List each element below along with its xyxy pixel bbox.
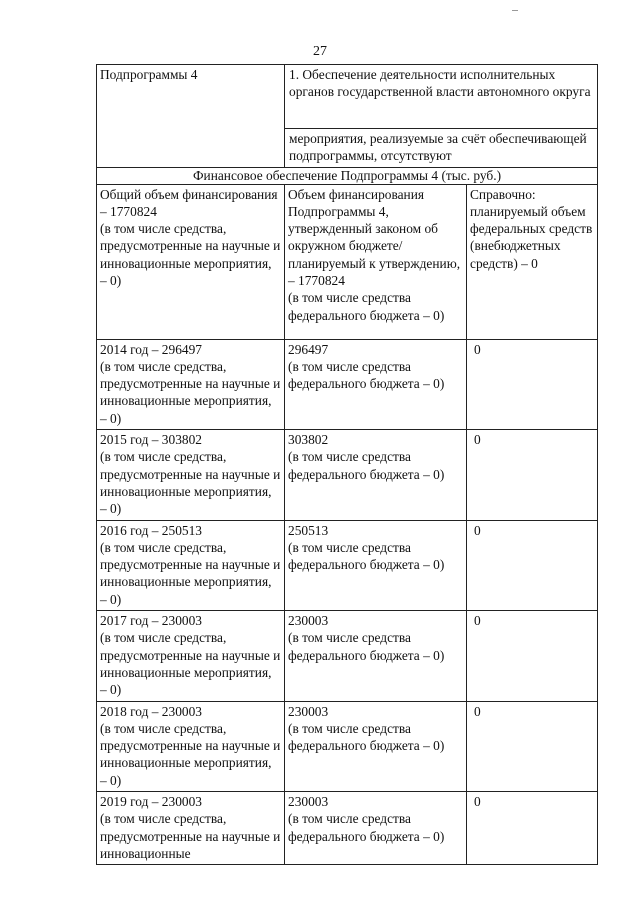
year-total-cell: 2019 год – 230003 (в том числе средства, предусмотренные на научные и инновационные <box>97 792 285 865</box>
year-total-cell: 2015 год – 303802 (в том числе средства, предусмотренные на научные и инновационные мероприятия, – 0) <box>97 430 285 520</box>
year-budget-cell: 250513 (в том числе средства федерального бюджета – 0) <box>285 520 467 610</box>
financing-heading-row <box>97 167 598 184</box>
financing-heading: Финансовое обеспечение Подпрограммы 4 (тыс. руб.) <box>97 167 598 184</box>
financing-header-row <box>97 184 598 339</box>
year-total-cell: 2018 год – 230003 (в том числе средства, предусмотренные на научные и инновационные мероприятия, – 0) <box>97 701 285 791</box>
subprogram-title-row <box>97 65 598 129</box>
year-budget-cell: 230003 (в том числе средства федерального бюджета – 0) <box>285 611 467 701</box>
table-row <box>97 430 598 520</box>
financing-table <box>96 64 598 865</box>
year-budget-cell: 303802 (в том числе средства федерального бюджета – 0) <box>285 430 467 520</box>
table-row <box>97 792 598 865</box>
table-row <box>97 611 598 701</box>
year-reference-cell: 0 <box>467 520 598 610</box>
subprogram-note: мероприятия, реализуемые за счёт обеспечивающей подпрограммы, отсутствуют <box>285 129 598 168</box>
year-total-cell: 2017 год – 230003 (в том числе средства, предусмотренные на научные и инновационные мероприятия, – 0) <box>97 611 285 701</box>
subprogram-label: Подпрограммы 4 <box>97 65 285 168</box>
year-total-cell: 2014 год – 296497 (в том числе средства, предусмотренные на научные и инновационные мероприятия, – 0) <box>97 339 285 429</box>
year-reference-cell: 0 <box>467 792 598 865</box>
table-row <box>97 339 598 429</box>
table-row <box>97 701 598 791</box>
year-reference-cell: 0 <box>467 339 598 429</box>
scan-mark <box>512 10 518 11</box>
year-budget-cell: 230003 (в том числе средства федерального бюджета – 0) <box>285 701 467 791</box>
year-total-cell: 2016 год – 250513 (в том числе средства, предусмотренные на научные и инновационные мероприятия, – 0) <box>97 520 285 610</box>
year-reference-cell: 0 <box>467 430 598 520</box>
page-number: 27 <box>313 44 327 59</box>
subprogram-title: 1. Обеспечение деятельности исполнительных органов государственной власти автономного округа <box>285 65 598 129</box>
header-budget-cell: Объем финансирования Подпрограммы 4, утвержденный законом об окружном бюджете/планируемый к утверждению, – 1770824 (в том числе средства федерального бюджета – 0) <box>285 184 467 339</box>
table-row <box>97 520 598 610</box>
year-reference-cell: 0 <box>467 701 598 791</box>
header-reference-cell: Справочно: планируемый объем федеральных средств (внебюджетных средств) – 0 <box>467 184 598 339</box>
year-budget-cell: 230003 (в том числе средства федерального бюджета – 0) <box>285 792 467 865</box>
year-reference-cell: 0 <box>467 611 598 701</box>
header-total-cell: Общий объем финансирования – 1770824 (в том числе средства, предусмотренные на научные и инновационные мероприятия, – 0) <box>97 184 285 339</box>
year-budget-cell: 296497 (в том числе средства федерального бюджета – 0) <box>285 339 467 429</box>
